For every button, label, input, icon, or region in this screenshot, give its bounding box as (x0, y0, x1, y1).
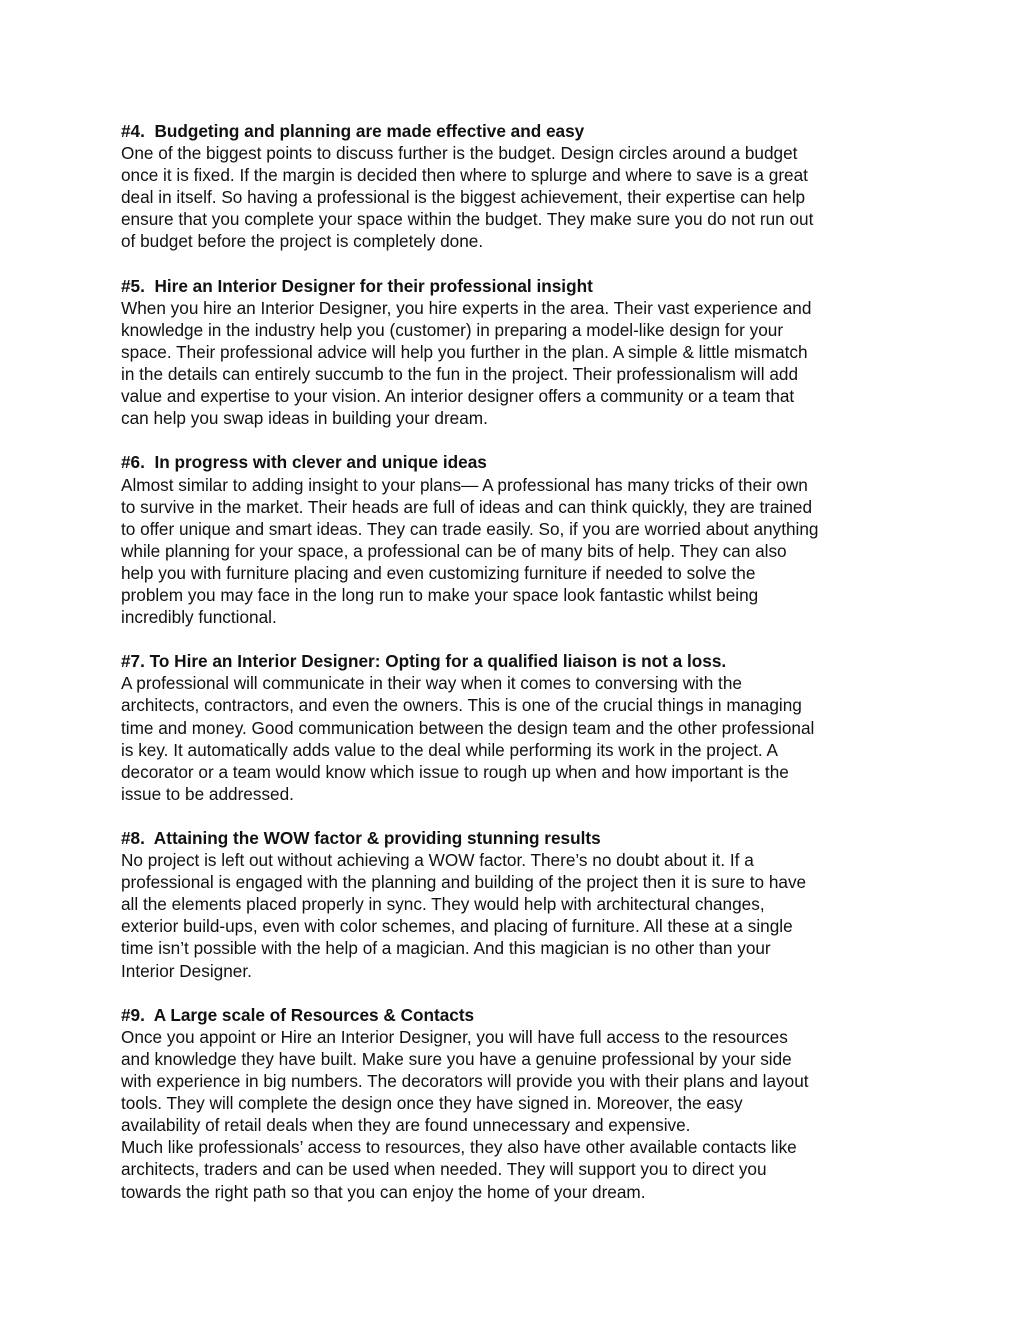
section-paragraph (121, 474, 921, 629)
section-heading: #7. To Hire an Interior Designer: Opting for a qualified liaison is not a loss. (121, 651, 727, 672)
text-line: issue to be addressed. (121, 783, 294, 804)
text-line: with experience in big numbers. The decorators will provide you with their plans and layout (121, 1071, 809, 1092)
text-line: in the details can entirely succumb to the fun in the project. Their professionalism will add (121, 364, 799, 385)
section-heading: #6. In progress with clever and unique ideas (121, 452, 487, 473)
text-line: problem you may face in the long run to make your space look fantastic whilst being (121, 584, 759, 605)
text-line: to survive in the market. Their heads are full of ideas and can think quickly, they are trained (121, 496, 813, 517)
section-resources-contacts (121, 1004, 921, 1203)
text-line: value and expertise to your vision. An interior designer offers a community or a team that (121, 386, 795, 407)
text-line: can help you swap ideas in building your dream. (121, 408, 488, 429)
text-line: A professional will communicate in their way when it comes to conversing with the (121, 673, 742, 694)
text-line: time isn’t possible with the help of a magician. And this magician is no other than your (121, 938, 771, 959)
text-line: exterior build-ups, even with color schemes, and placing of furniture. All these at a single (121, 916, 793, 937)
text-line: space. Their professional advice will help you further in the plan. A simple & little mismatch (121, 341, 808, 362)
document-page (121, 120, 921, 1225)
section-clever-ideas (121, 451, 921, 628)
text-line: and knowledge they have built. Make sure you have a genuine professional by your side (121, 1048, 792, 1069)
text-line: decorator or a team would know which issue to rough up when and how important is the (121, 761, 789, 782)
text-line: once it is fixed. If the margin is decided then where to splurge and where to save is a great (121, 165, 808, 186)
text-line: deal in itself. So having a professional is the biggest achievement, their expertise can help (121, 187, 806, 208)
text-line: Interior Designer. (121, 960, 252, 981)
section-wow-factor (121, 827, 921, 982)
text-line: time and money. Good communication between the design team and the other professional (121, 717, 815, 738)
text-line: One of the biggest points to discuss further is the budget. Design circles around a budget (121, 143, 798, 164)
section-professional-insight (121, 275, 921, 430)
text-line: professional is engaged with the planning and building of the project then it is sure to have (121, 872, 807, 893)
section-paragraph (121, 672, 921, 805)
text-line: tools. They will complete the design once they have signed in. Moreover, the easy (121, 1093, 743, 1114)
text-line: Much like professionals’ access to resources, they also have other available contacts like (121, 1137, 797, 1158)
text-line: architects, traders and can be used when needed. They will support you to direct you (121, 1159, 767, 1180)
text-line: Almost similar to adding insight to your plans— A professional has many tricks of their own (121, 474, 808, 495)
text-line: all the elements placed properly in sync. They would help with architectural changes, (121, 894, 765, 915)
text-line: architects, contractors, and even the owners. This is one of the crucial things in managing (121, 695, 802, 716)
text-line: availability of retail deals when they are found unnecessary and expensive. (121, 1115, 691, 1136)
text-line: When you hire an Interior Designer, you hire experts in the area. Their vast experience and (121, 297, 812, 318)
section-heading: #4. Budgeting and planning are made effective and easy (121, 121, 585, 141)
text-line: while planning for your space, a professional can be of many bits of help. They can also (121, 540, 787, 561)
section-paragraph (121, 297, 921, 430)
section-paragraph (121, 142, 921, 252)
section-paragraph (121, 1136, 921, 1202)
section-paragraph (121, 1026, 921, 1136)
section-qualified-liaison (121, 650, 921, 805)
text-line: is key. It automatically adds value to the deal while performing its work in the project. A (121, 739, 778, 760)
section-heading: #9. A Large scale of Resources & Contacts (121, 1004, 475, 1025)
text-line: knowledge in the industry help you (customer) in preparing a model-like design for your (121, 319, 784, 340)
text-line: help you with furniture placing and even customizing furniture if needed to solve the (121, 562, 756, 583)
text-line: ensure that you complete your space within the budget. They make sure you do not run out (121, 209, 814, 230)
section-heading: #5. Hire an Interior Designer for their professional insight (121, 275, 593, 296)
text-line: to offer unique and smart ideas. They can trade easily. So, if you are worried about anything (121, 518, 819, 539)
text-line: No project is left out without achieving a WOW factor. There’s no doubt about it. If a (121, 850, 754, 871)
section-paragraph (121, 849, 921, 982)
section-budgeting (121, 120, 921, 253)
text-line: incredibly functional. (121, 607, 277, 628)
text-line: of budget before the project is completely done. (121, 231, 484, 252)
text-line: towards the right path so that you can enjoy the home of your dream. (121, 1181, 646, 1202)
text-line: Once you appoint or Hire an Interior Designer, you will have full access to the resources (121, 1026, 788, 1047)
section-heading: #8. Attaining the WOW factor & providing stunning results (121, 828, 601, 848)
